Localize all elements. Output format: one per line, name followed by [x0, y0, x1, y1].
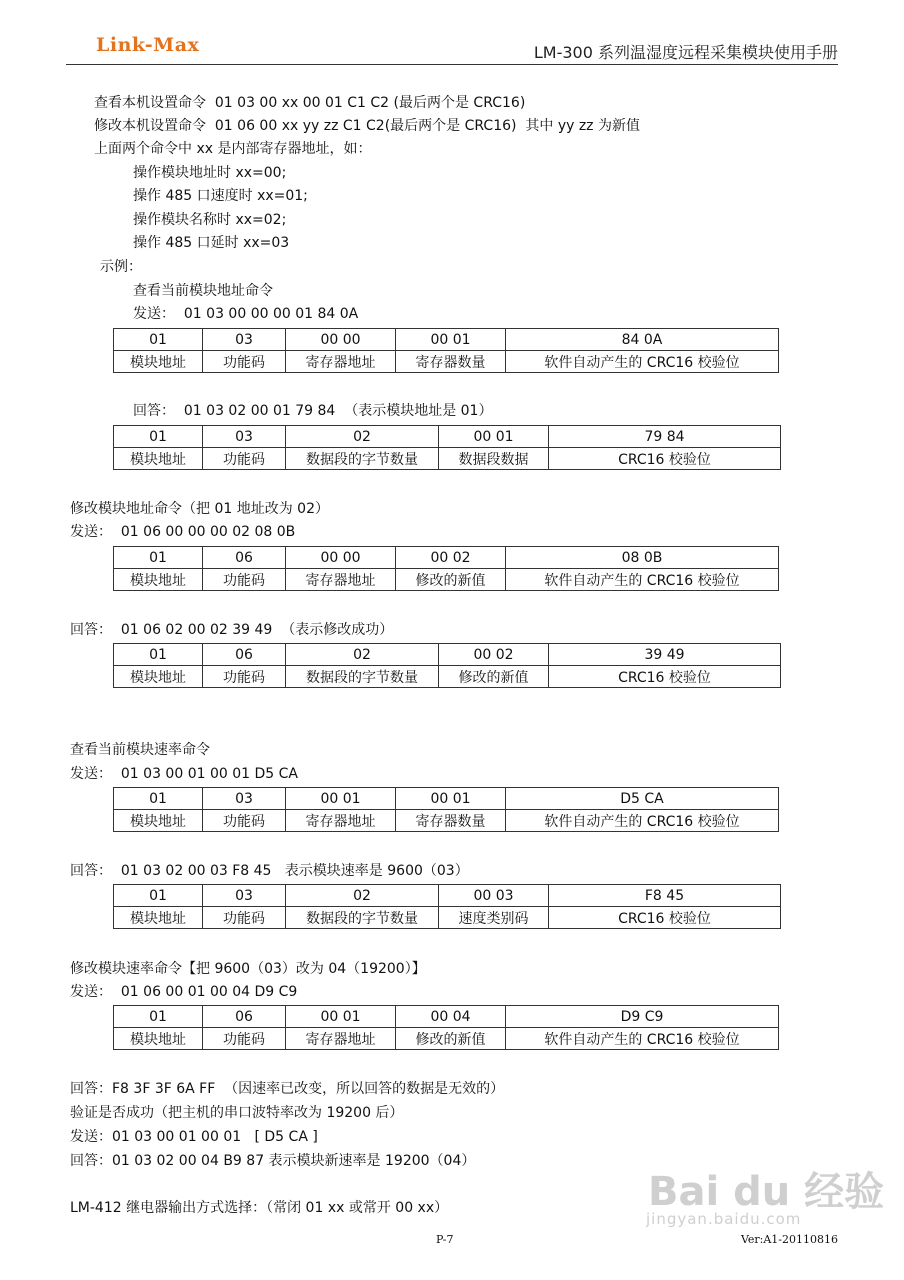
header-rule [66, 64, 838, 65]
table-cell: 01 [114, 1006, 203, 1028]
document-title: LM-300 系列温湿度远程采集模块使用手册 [533, 43, 838, 62]
table-cell: 00 02 [396, 547, 506, 569]
watermark-logo: Bai du 经验 [648, 1169, 885, 1215]
text-line: 操作 485 口速度时 xx=01; [133, 188, 308, 204]
text-line: 验证是否成功（把主机的串口波特率改为 19200 后） [70, 1105, 404, 1121]
text-line: 回答：F8 3F 3F 6A FF （因速率已改变，所以回答的数据是无效的） [70, 1081, 505, 1097]
table-cell: 01 [114, 547, 203, 569]
table-cell: 寄存器数量 [396, 351, 506, 373]
text-line: 发送： 01 03 00 00 00 01 84 0A [133, 306, 359, 322]
table-cell: 03 [203, 788, 286, 810]
table-row [114, 1006, 779, 1028]
table-cell: 03 [203, 329, 286, 351]
table-cell: 寄存器地址 [286, 810, 396, 832]
table-row [114, 448, 781, 470]
table-cell: 06 [203, 547, 286, 569]
text-line: 上面两个命令中 xx 是内部寄存器地址，如： [94, 141, 372, 157]
table-row [114, 907, 781, 929]
version-label: Ver:A1-20110816 [740, 1233, 838, 1246]
table-cell: 模块地址 [114, 448, 203, 470]
table-cell: 39 49 [549, 644, 781, 666]
table-cell: 寄存器地址 [286, 569, 396, 591]
table-cell: 00 04 [396, 1006, 506, 1028]
table-cell: 08 0B [506, 547, 779, 569]
table-cell: 79 84 [549, 426, 781, 448]
table-cell: D5 CA [506, 788, 779, 810]
text-line: LM-412 继电器输出方式选择：（常闭 01 xx 或常开 00 xx） [70, 1200, 449, 1216]
table-row [114, 885, 781, 907]
table-cell: 模块地址 [114, 666, 203, 688]
table-cell: 修改的新值 [396, 569, 506, 591]
table-row [114, 788, 779, 810]
text-line: 操作 485 口延时 xx=03 [133, 235, 290, 251]
text-line: 回答： 01 06 02 00 02 39 49 （表示修改成功） [70, 622, 394, 638]
table-cell: 00 00 [286, 329, 396, 351]
text-line: 发送：01 03 00 01 00 01 [ D5 CA ] [70, 1129, 318, 1145]
text-line: 操作模块名称时 xx=02; [133, 212, 287, 228]
table-row [114, 426, 781, 448]
command-table [113, 884, 781, 929]
table-row [114, 329, 779, 351]
table-row [114, 351, 779, 373]
table-cell: 02 [286, 885, 439, 907]
table-cell: 03 [203, 426, 286, 448]
text-line: 查看本机设置命令 01 03 00 xx 00 01 C1 C2 (最后两个是 CRC16) [94, 95, 526, 111]
table-cell: 01 [114, 885, 203, 907]
command-table [113, 787, 779, 832]
text-line: 发送： 01 03 00 01 00 01 D5 CA [70, 766, 298, 782]
table-cell: 速度类别码 [439, 907, 549, 929]
command-table [113, 643, 781, 688]
text-line: 修改本机设置命令 01 06 00 xx yy zz C1 C2(最后两个是 CRC16) 其中 yy zz 为新值 [94, 118, 640, 134]
table-cell: CRC16 校验位 [549, 666, 781, 688]
table-cell: 数据段的字节数量 [286, 907, 439, 929]
text-line: 回答： 01 03 02 00 01 79 84 （表示模块地址是 01） [133, 403, 493, 419]
table-cell: 02 [286, 644, 439, 666]
text-line: 查看当前模块地址命令 [133, 283, 273, 299]
table-cell: 功能码 [203, 351, 286, 373]
text-line: 发送： 01 06 00 01 00 04 D9 C9 [70, 984, 298, 1000]
text-line: 回答： 01 03 02 00 03 F8 45 表示模块速率是 9600（03） [70, 863, 469, 879]
table-cell: 84 0A [506, 329, 779, 351]
table-row [114, 666, 781, 688]
table-cell: 00 01 [396, 788, 506, 810]
table-cell: CRC16 校验位 [549, 907, 781, 929]
table-cell: 功能码 [203, 1028, 286, 1050]
table-cell: 软件自动产生的 CRC16 校验位 [506, 569, 779, 591]
table-cell: 软件自动产生的 CRC16 校验位 [506, 351, 779, 373]
table-cell: 修改的新值 [439, 666, 549, 688]
table-cell: 01 [114, 329, 203, 351]
table-cell: 06 [203, 644, 286, 666]
table-cell: 模块地址 [114, 1028, 203, 1050]
table-row [114, 644, 781, 666]
command-table [113, 546, 779, 591]
table-cell: 功能码 [203, 448, 286, 470]
table-cell: 01 [114, 426, 203, 448]
table-row [114, 1028, 779, 1050]
header-logo: Link-Max [96, 34, 200, 56]
table-cell: 修改的新值 [396, 1028, 506, 1050]
table-cell: 00 00 [286, 547, 396, 569]
command-table [113, 328, 779, 373]
text-line: 修改模块速率命令【把 9600（03）改为 04（19200）】 [70, 961, 426, 977]
table-cell: 00 01 [396, 329, 506, 351]
table-cell: 03 [203, 885, 286, 907]
table-cell: 数据段的字节数量 [286, 448, 439, 470]
table-row [114, 547, 779, 569]
table-cell: 模块地址 [114, 810, 203, 832]
table-cell: 02 [286, 426, 439, 448]
table-cell: 00 02 [439, 644, 549, 666]
table-cell: 数据段的字节数量 [286, 666, 439, 688]
table-cell: 功能码 [203, 810, 286, 832]
table-cell: 00 01 [286, 788, 396, 810]
table-cell: 模块地址 [114, 569, 203, 591]
table-cell: 00 03 [439, 885, 549, 907]
watermark-url: jingyan.baidu.com [646, 1210, 802, 1228]
table-row [114, 569, 779, 591]
table-cell: 06 [203, 1006, 286, 1028]
table-cell: 00 01 [439, 426, 549, 448]
table-cell: 寄存器地址 [286, 351, 396, 373]
table-cell: 寄存器数量 [396, 810, 506, 832]
table-cell: 01 [114, 644, 203, 666]
table-cell: 数据段数据 [439, 448, 549, 470]
command-table [113, 1005, 779, 1050]
table-row [114, 810, 779, 832]
command-table [113, 425, 781, 470]
text-line: 示例： [100, 259, 142, 275]
table-cell: 模块地址 [114, 907, 203, 929]
text-line: 操作模块地址时 xx=00; [133, 165, 287, 181]
table-cell: CRC16 校验位 [549, 448, 781, 470]
text-line: 查看当前模块速率命令 [70, 742, 210, 758]
text-line: 回答：01 03 02 00 04 B9 87 表示模块新速率是 19200（04） [70, 1153, 476, 1169]
text-line: 发送： 01 06 00 00 00 02 08 0B [70, 524, 296, 540]
table-cell: 软件自动产生的 CRC16 校验位 [506, 1028, 779, 1050]
page-number: P-7 [436, 1233, 454, 1246]
table-cell: F8 45 [549, 885, 781, 907]
table-cell: 寄存器地址 [286, 1028, 396, 1050]
table-cell: D9 C9 [506, 1006, 779, 1028]
table-cell: 功能码 [203, 569, 286, 591]
table-cell: 00 01 [286, 1006, 396, 1028]
table-cell: 模块地址 [114, 351, 203, 373]
table-cell: 软件自动产生的 CRC16 校验位 [506, 810, 779, 832]
table-cell: 功能码 [203, 907, 286, 929]
table-cell: 功能码 [203, 666, 286, 688]
table-cell: 01 [114, 788, 203, 810]
text-line: 修改模块地址命令（把 01 地址改为 02） [70, 501, 329, 517]
